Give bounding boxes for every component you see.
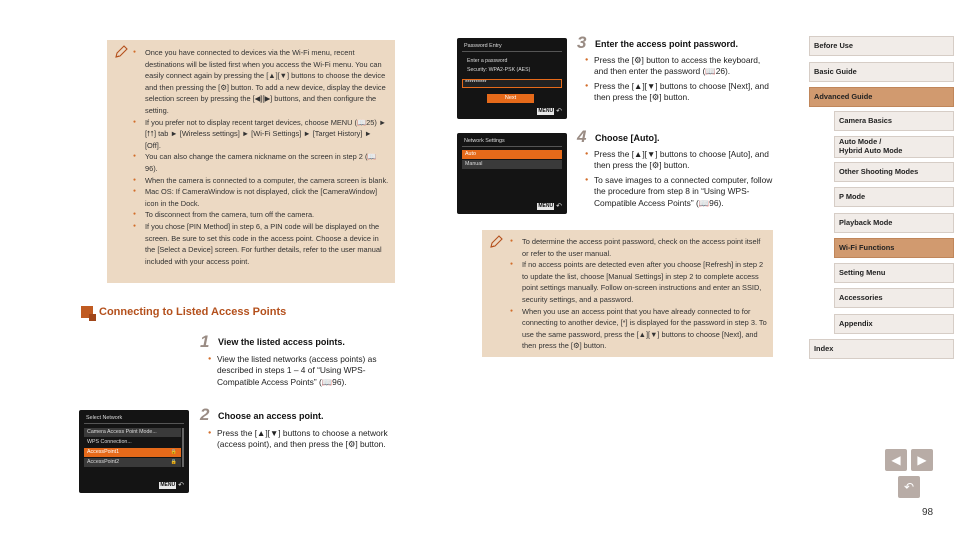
nav-wifi-functions[interactable]: Wi-Fi Functions: [834, 238, 954, 258]
step-title: Enter the access point password.: [595, 39, 739, 49]
step-title: Choose an access point.: [218, 411, 324, 421]
network-row: [84, 458, 181, 467]
nav-label: Hybrid Auto Mode: [839, 145, 903, 155]
nav-camera-basics[interactable]: Camera Basics: [834, 111, 954, 131]
step-bullet: ● Press the [▲][▼] buttons to choose [Next], and then press the [⚙] button.: [594, 81, 776, 104]
nav-playback-mode[interactable]: Playback Mode: [834, 213, 954, 233]
step-bullet: ● View the listed networks (access points) as described in steps 1 – 4 of “Using WPS-Compatible Access Points” (📖96).: [217, 354, 392, 388]
step-bullet: ● Press the [▲][▼] buttons to choose a network (access point), and then press the [⚙] button.: [217, 428, 392, 451]
step-bullet: ● Press the [▲][▼] buttons to choose [Auto], and then press the [⚙] button.: [594, 149, 776, 172]
screen-title: Select Network: [86, 415, 123, 421]
note-item: ● Mac OS: If CameraWindow is not displayed, click the [CameraWindow] icon in the Dock.: [145, 186, 389, 209]
camera-screen-password-entry: [457, 38, 567, 119]
step-bullet: ● To save images to a connected computer, follow the procedure from step 8 in “Using WPS-Compatible Access Points” (📖96).: [594, 175, 776, 209]
camera-screen-select-network: [79, 410, 189, 493]
security-type: Security: WPA2-PSK (AES): [467, 67, 531, 73]
nav-appendix[interactable]: Appendix: [834, 314, 954, 334]
divider: [462, 51, 562, 52]
network-name: AccessPoint2: [87, 459, 120, 465]
note-item: ● If you chose [PIN Method] in step 6, a PIN code will be displayed on the screen. Be sure to set this code in the access point. Choose a device in the [Select a Device] screen. For further details, refer to the user manual included with your access point.: [145, 221, 389, 267]
next-page-icon[interactable]: ▶: [911, 449, 933, 471]
note-item: ● You can also change the camera nickname on the screen in step 2 (📖96).: [145, 151, 389, 174]
nav-p-mode[interactable]: P Mode: [834, 187, 954, 207]
nav-auto-mode[interactable]: [834, 136, 954, 158]
tip-note-box: [107, 40, 395, 283]
note-item: ● To disconnect from the camera, turn off the camera.: [145, 209, 389, 221]
note-item: ● Once you have connected to devices via the Wi-Fi menu, recent destinations will be listed first when you access the Wi-Fi menu. You can easily connect again by pressing the [▲][▼] buttons to choose the device and then pressing the [⚙] button. To add a new device, display the device selection screen by pressing the [◀][▶] buttons, and then configure the setting.: [145, 47, 389, 117]
screen-title: Network Settings: [464, 138, 505, 144]
nav-before-use[interactable]: Before Use: [809, 36, 954, 56]
network-row: WPS Connection...: [87, 439, 132, 445]
note-item: ● When you use an access point that you have already connected to for connecting to another device, [*] is displayed for the password in step 3. To use the same password, press the [▲][▼] buttons to choose [Next], and then press the [⚙] button.: [522, 306, 768, 352]
nav-other-shooting-modes[interactable]: Other Shooting Modes: [834, 162, 954, 182]
password-field: **********: [462, 79, 562, 88]
section-title: Connecting to Listed Access Points: [99, 306, 287, 318]
tip-note-box: [482, 230, 773, 357]
screen-title: Password Entry: [464, 43, 502, 49]
step-number: 1: [200, 332, 210, 351]
menu-back-icon: MENU ↶: [160, 482, 184, 489]
nav-basic-guide[interactable]: Basic Guide: [809, 62, 954, 82]
network-row: Camera Access Point Mode...: [84, 428, 181, 437]
note-item: ● If you prefer not to display recent target devices, choose MENU (📖25) ► [⭡⭡] tab ► [Wireless settings] ► [Wi-Fi Settings] ► [Target History] ► [Off].: [145, 117, 389, 152]
option-auto: Auto: [462, 150, 562, 159]
step-bullet: ● Press the [⚙] button to access the keyboard, and then enter the password (📖26).: [594, 55, 776, 78]
option-manual: Manual: [462, 160, 562, 169]
pencil-icon: [488, 234, 504, 250]
lock-icon: 🔒: [170, 449, 177, 455]
prev-page-icon[interactable]: ◀: [885, 449, 907, 471]
step-number: 2: [200, 405, 210, 424]
nav-index[interactable]: Index: [809, 339, 954, 359]
note-item: ● To determine the access point password, check on the access point itself or refer to the user manual.: [522, 236, 768, 259]
pencil-icon: [113, 44, 129, 60]
nav-accessories[interactable]: Accessories: [834, 288, 954, 308]
divider: [462, 146, 562, 147]
camera-screen-network-settings: [457, 133, 567, 214]
step-number: 3: [577, 33, 587, 52]
note-item: ● If no access points are detected even after you choose [Refresh] in step 2 to update the list, choose [Manual Settings] in step 2 to complete access point settings manually. Follow on-screen instructions and enter an SSID, security settings, and a password.: [522, 259, 768, 305]
password-prompt: Enter a password: [467, 58, 508, 64]
step-title: Choose [Auto].: [595, 133, 660, 143]
note-item: ● When the camera is connected to a computer, the camera screen is blank.: [145, 175, 389, 187]
nav-label: Auto Mode /: [839, 137, 882, 146]
nav-advanced-guide[interactable]: Advanced Guide: [809, 87, 954, 107]
menu-back-icon: MENU ↶: [538, 108, 562, 115]
scrollbar: [182, 428, 184, 467]
return-icon[interactable]: ↶: [898, 476, 920, 498]
network-name: AccessPoint1: [87, 449, 120, 455]
nav-setting-menu[interactable]: Setting Menu: [834, 263, 954, 283]
lock-icon: 🔒: [170, 459, 177, 465]
divider: [84, 423, 184, 424]
menu-back-icon: MENU ↶: [538, 203, 562, 210]
step-title: View the listed access points.: [218, 337, 345, 347]
section-icon: [81, 306, 93, 318]
page-number: 98: [922, 507, 934, 518]
next-button: Next: [487, 94, 534, 103]
step-number: 4: [577, 127, 587, 146]
network-row-selected: [84, 448, 181, 457]
